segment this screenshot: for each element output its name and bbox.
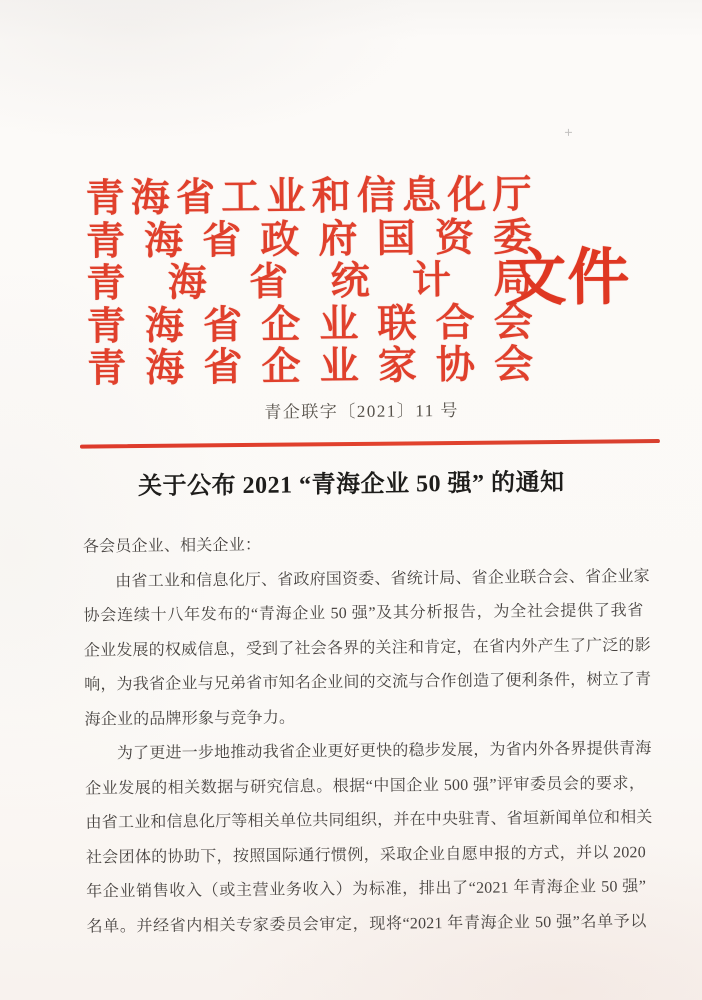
body-line: 海企业的品牌形象与竞争力。 <box>84 709 296 729</box>
agency-line-4: 青海省企业联合会 <box>86 300 533 349</box>
agency-line-3: 青海省统计局 <box>86 258 533 306</box>
salutation-line: 各会员企业、相关企业： <box>82 536 262 556</box>
agency-line-2: 青海省政府国资委 <box>85 215 533 264</box>
body-line: 为了更进一步地推动我省企业更好更快的稳步发展，为省内外各界提供青海 <box>116 740 652 763</box>
agency-line-5: 青海省企业家协会 <box>87 343 534 391</box>
body-line: 名单。并经省内相关专家委员会审定，现将“2021 年青海企业 50 强”名单予以 <box>86 912 647 936</box>
document-body <box>82 525 653 944</box>
body-line: 由省工业和信息化厅、省政府国资委、省统计局、省企业联合会、省企业家 <box>115 567 650 590</box>
body-line: 社会团体的协助下，按照国际通行惯例，采取企业自愿申报的方式，并以 2020 <box>85 843 646 867</box>
letterhead-issuing-agencies <box>85 174 533 391</box>
document-reference-number: 青企联字〔2021〕11 号 <box>264 400 460 422</box>
body-line: 协会连续十八年发布的“青海企业 50 强”及其分析报告，为全社会提供了我省 <box>83 602 644 625</box>
red-divider-line <box>80 439 660 449</box>
body-line: 年企业销售收入（或主营业务收入）为标准，排出了“2021 年青海企业 50 强” <box>86 878 647 901</box>
document-title: 关于公布 2021 “青海企业 50 强” 的通知 <box>137 469 565 501</box>
body-line: 企业发展的权威信息，受到了社会各界的关注和肯定，在省内外产生了广泛的影 <box>83 636 651 660</box>
registration-mark <box>565 129 572 136</box>
document-type-label: 文件 <box>504 244 631 314</box>
body-line: 企业发展的相关数据与研究信息。根据“中国企业 500 强”评审委员会的要求， <box>85 774 646 798</box>
body-line: 由省工业和信息化厅等相关单位共同组织，并在中央驻青、省垣新闻单位和相关 <box>85 809 653 832</box>
agency-line-1: 青海省工业和信息化厅 <box>85 173 532 221</box>
body-line: 响，为我省企业与兄弟省市知名企业间的交流与合作创造了便利条件，树立了青 <box>84 671 652 694</box>
